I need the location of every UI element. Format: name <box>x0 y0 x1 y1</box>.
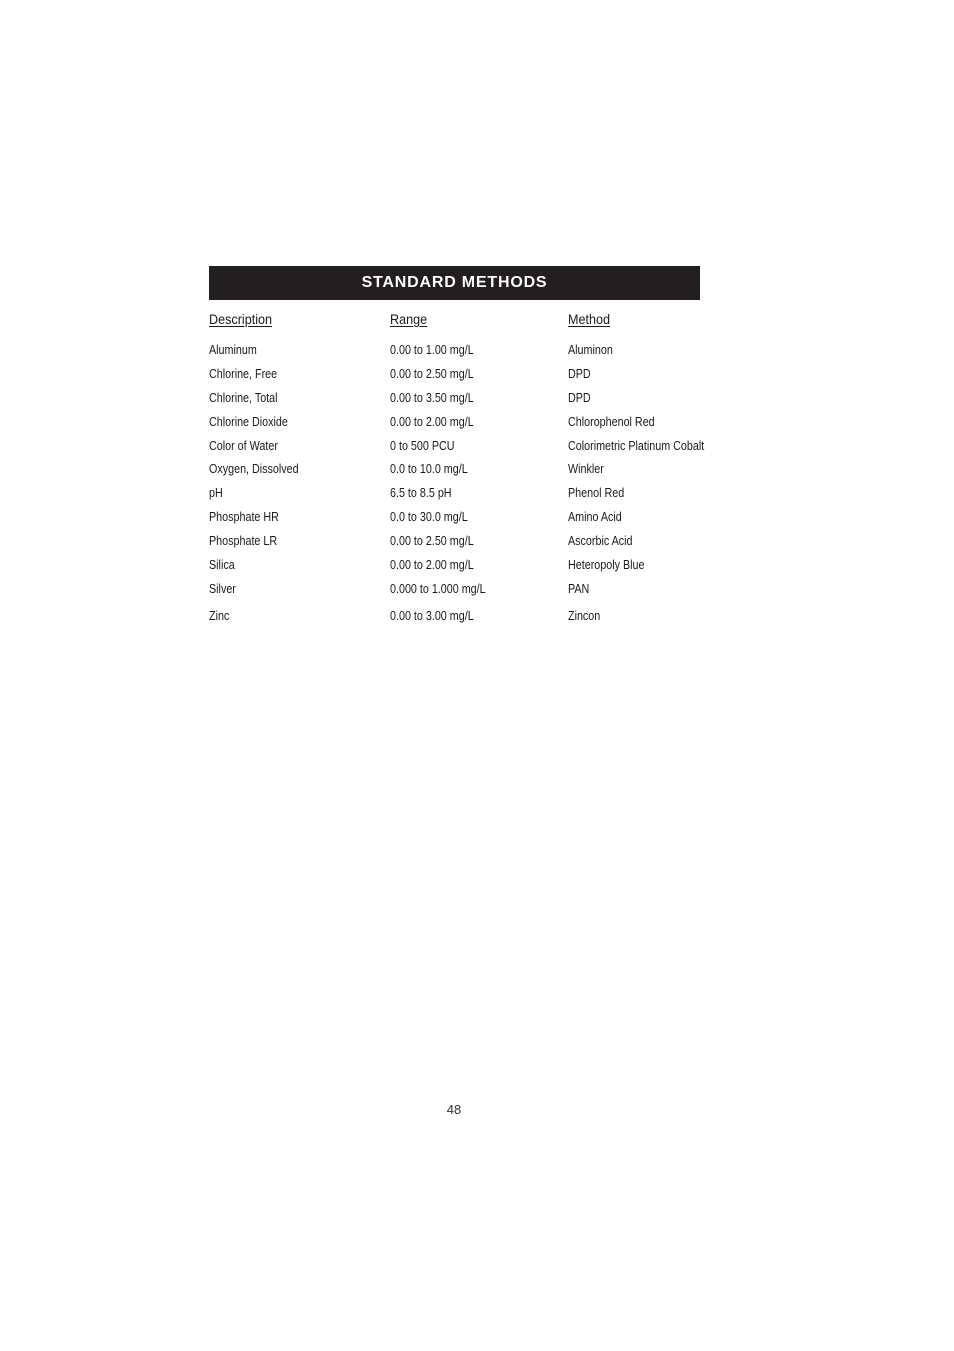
table-body <box>209 343 705 636</box>
cell-method: Amino Acid <box>568 510 622 525</box>
table-row <box>209 510 700 534</box>
methods-table <box>209 311 705 623</box>
page-number: 48 <box>446 1102 462 1117</box>
cell-description: Zinc <box>209 608 230 623</box>
cell-description: Aluminum <box>209 343 257 357</box>
cell-description: Chlorine, Free <box>209 366 278 381</box>
cell-description: Oxygen, Dissolved <box>209 462 299 477</box>
cell-method: Aluminon <box>568 343 613 357</box>
cell-description: Phosphate HR <box>209 510 279 525</box>
cell-range: 0.00 to 3.50 mg/L <box>390 390 474 405</box>
header-description: Description <box>209 311 273 327</box>
cell-description: Chlorine Dioxide <box>209 414 288 429</box>
cell-range: 0.0 to 30.0 mg/L <box>390 510 468 525</box>
cell-method: Zincon <box>568 608 601 623</box>
cell-description: Silver <box>209 581 236 596</box>
table-row <box>209 343 700 367</box>
table-row <box>209 558 700 582</box>
cell-description: Phosphate LR <box>209 534 278 549</box>
table-row <box>209 415 700 439</box>
cell-description: Silica <box>209 558 235 573</box>
header-method: Method <box>568 311 611 327</box>
cell-range: 6.5 to 8.5 pH <box>390 486 452 501</box>
cell-range: 0.00 to 2.50 mg/L <box>390 534 474 549</box>
cell-method: Ascorbic Acid <box>568 534 633 549</box>
cell-method: Phenol Red <box>568 486 625 501</box>
table-row <box>209 486 700 510</box>
table-row <box>209 391 700 415</box>
section-banner <box>209 266 700 300</box>
table-row <box>209 582 700 606</box>
cell-description: pH <box>209 486 223 501</box>
cell-method: PAN <box>568 581 590 596</box>
cell-range: 0.00 to 2.50 mg/L <box>390 366 474 381</box>
cell-method: Heteropoly Blue <box>568 558 645 573</box>
cell-method: DPD <box>568 366 591 381</box>
table-row <box>209 462 700 486</box>
table-row <box>209 438 705 463</box>
table-row <box>209 606 700 636</box>
cell-range: 0 to 500 PCU <box>390 438 455 453</box>
cell-range: 0.00 to 3.00 mg/L <box>390 608 474 623</box>
section-title: STANDARD METHODS <box>361 274 548 291</box>
table-row <box>209 367 700 391</box>
cell-range: 0.00 to 2.00 mg/L <box>390 558 474 573</box>
table-header-row <box>209 311 700 333</box>
cell-description: Color of Water <box>209 438 278 453</box>
header-range: Range <box>390 311 428 327</box>
cell-description: Chlorine, Total <box>209 390 278 405</box>
cell-range: 0.000 to 1.000 mg/L <box>390 581 486 596</box>
table-row <box>209 534 700 558</box>
cell-method: Colorimetric Platinum Cobalt <box>568 438 705 453</box>
cell-method: Winkler <box>568 462 604 477</box>
cell-range: 0.00 to 1.00 mg/L <box>390 343 474 357</box>
cell-range: 0.0 to 10.0 mg/L <box>390 462 468 477</box>
cell-method: DPD <box>568 390 591 405</box>
cell-range: 0.00 to 2.00 mg/L <box>390 414 474 429</box>
cell-method: Chlorophenol Red <box>568 414 655 429</box>
